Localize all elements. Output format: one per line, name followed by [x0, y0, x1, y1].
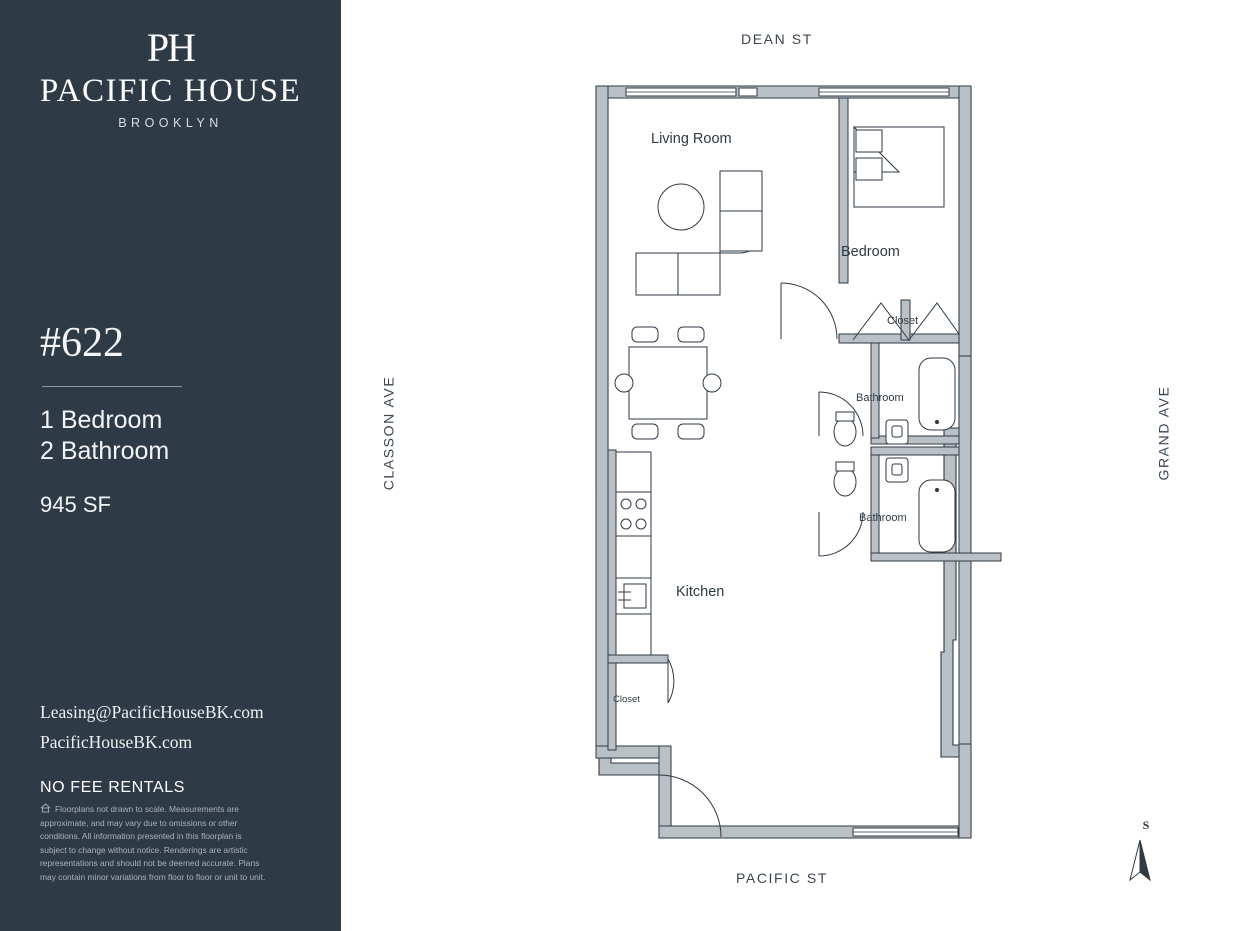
street-label-east: GRAND AVE [1155, 385, 1172, 481]
brand-name: PACIFIC HOUSE [39, 73, 302, 109]
unit-square-footage: 945 SF [40, 492, 111, 517]
disclaimer-body: Floorplans not drawn to scale. Measurements are approximate, and may vary due to omissions or other conditions. All information presented in this floorplan is subject to change without notice. Renderings are artistic representations and should not be deemed accurate. Plans may contain minor variations from floor to floor or unit to unit. [40, 804, 266, 883]
house-icon [40, 803, 51, 813]
unit-number: #622 [40, 320, 124, 366]
compass [1126, 818, 1166, 884]
brand-subtitle: BROOKLYN [118, 115, 223, 130]
pacific-house-monogram-icon: PH [146, 25, 195, 70]
street-label-west: CLASSON AVE [380, 375, 397, 491]
room-label-living-room: Living Room [651, 131, 732, 147]
leasing-email[interactable]: Leasing@PacificHouseBK.com [40, 702, 264, 722]
divider [42, 386, 182, 387]
unit-info [40, 322, 300, 518]
disclaimer-text [40, 803, 268, 885]
room-label-bathroom-2: Bathroom [859, 512, 907, 524]
contact-block [40, 697, 315, 797]
unit-bedrooms: 1 Bedroom [40, 406, 163, 434]
room-label-closet-kitchen: Closet [613, 694, 640, 705]
no-fee-rentals-label: NO FEE RENTALS [40, 779, 186, 797]
street-label-south: PACIFIC ST [736, 870, 828, 886]
brand-block [0, 25, 341, 130]
unit-bathrooms: 2 Bathroom [40, 436, 170, 465]
room-label-closet-bedroom: Closet [887, 315, 919, 327]
sidebar [0, 0, 341, 931]
room-label-kitchen: Kitchen [676, 584, 725, 600]
room-label-bathroom-1: Bathroom [856, 392, 904, 404]
website-link[interactable]: PacificHouseBK.com [40, 732, 193, 753]
compass-needle-icon [1126, 836, 1154, 884]
floorplan-svg [341, 0, 1236, 931]
floorplan-drawing [341, 0, 1236, 931]
compass-direction-label: S [1142, 818, 1150, 832]
room-label-bedroom: Bedroom [841, 244, 900, 260]
street-label-north: DEAN ST [741, 31, 813, 47]
